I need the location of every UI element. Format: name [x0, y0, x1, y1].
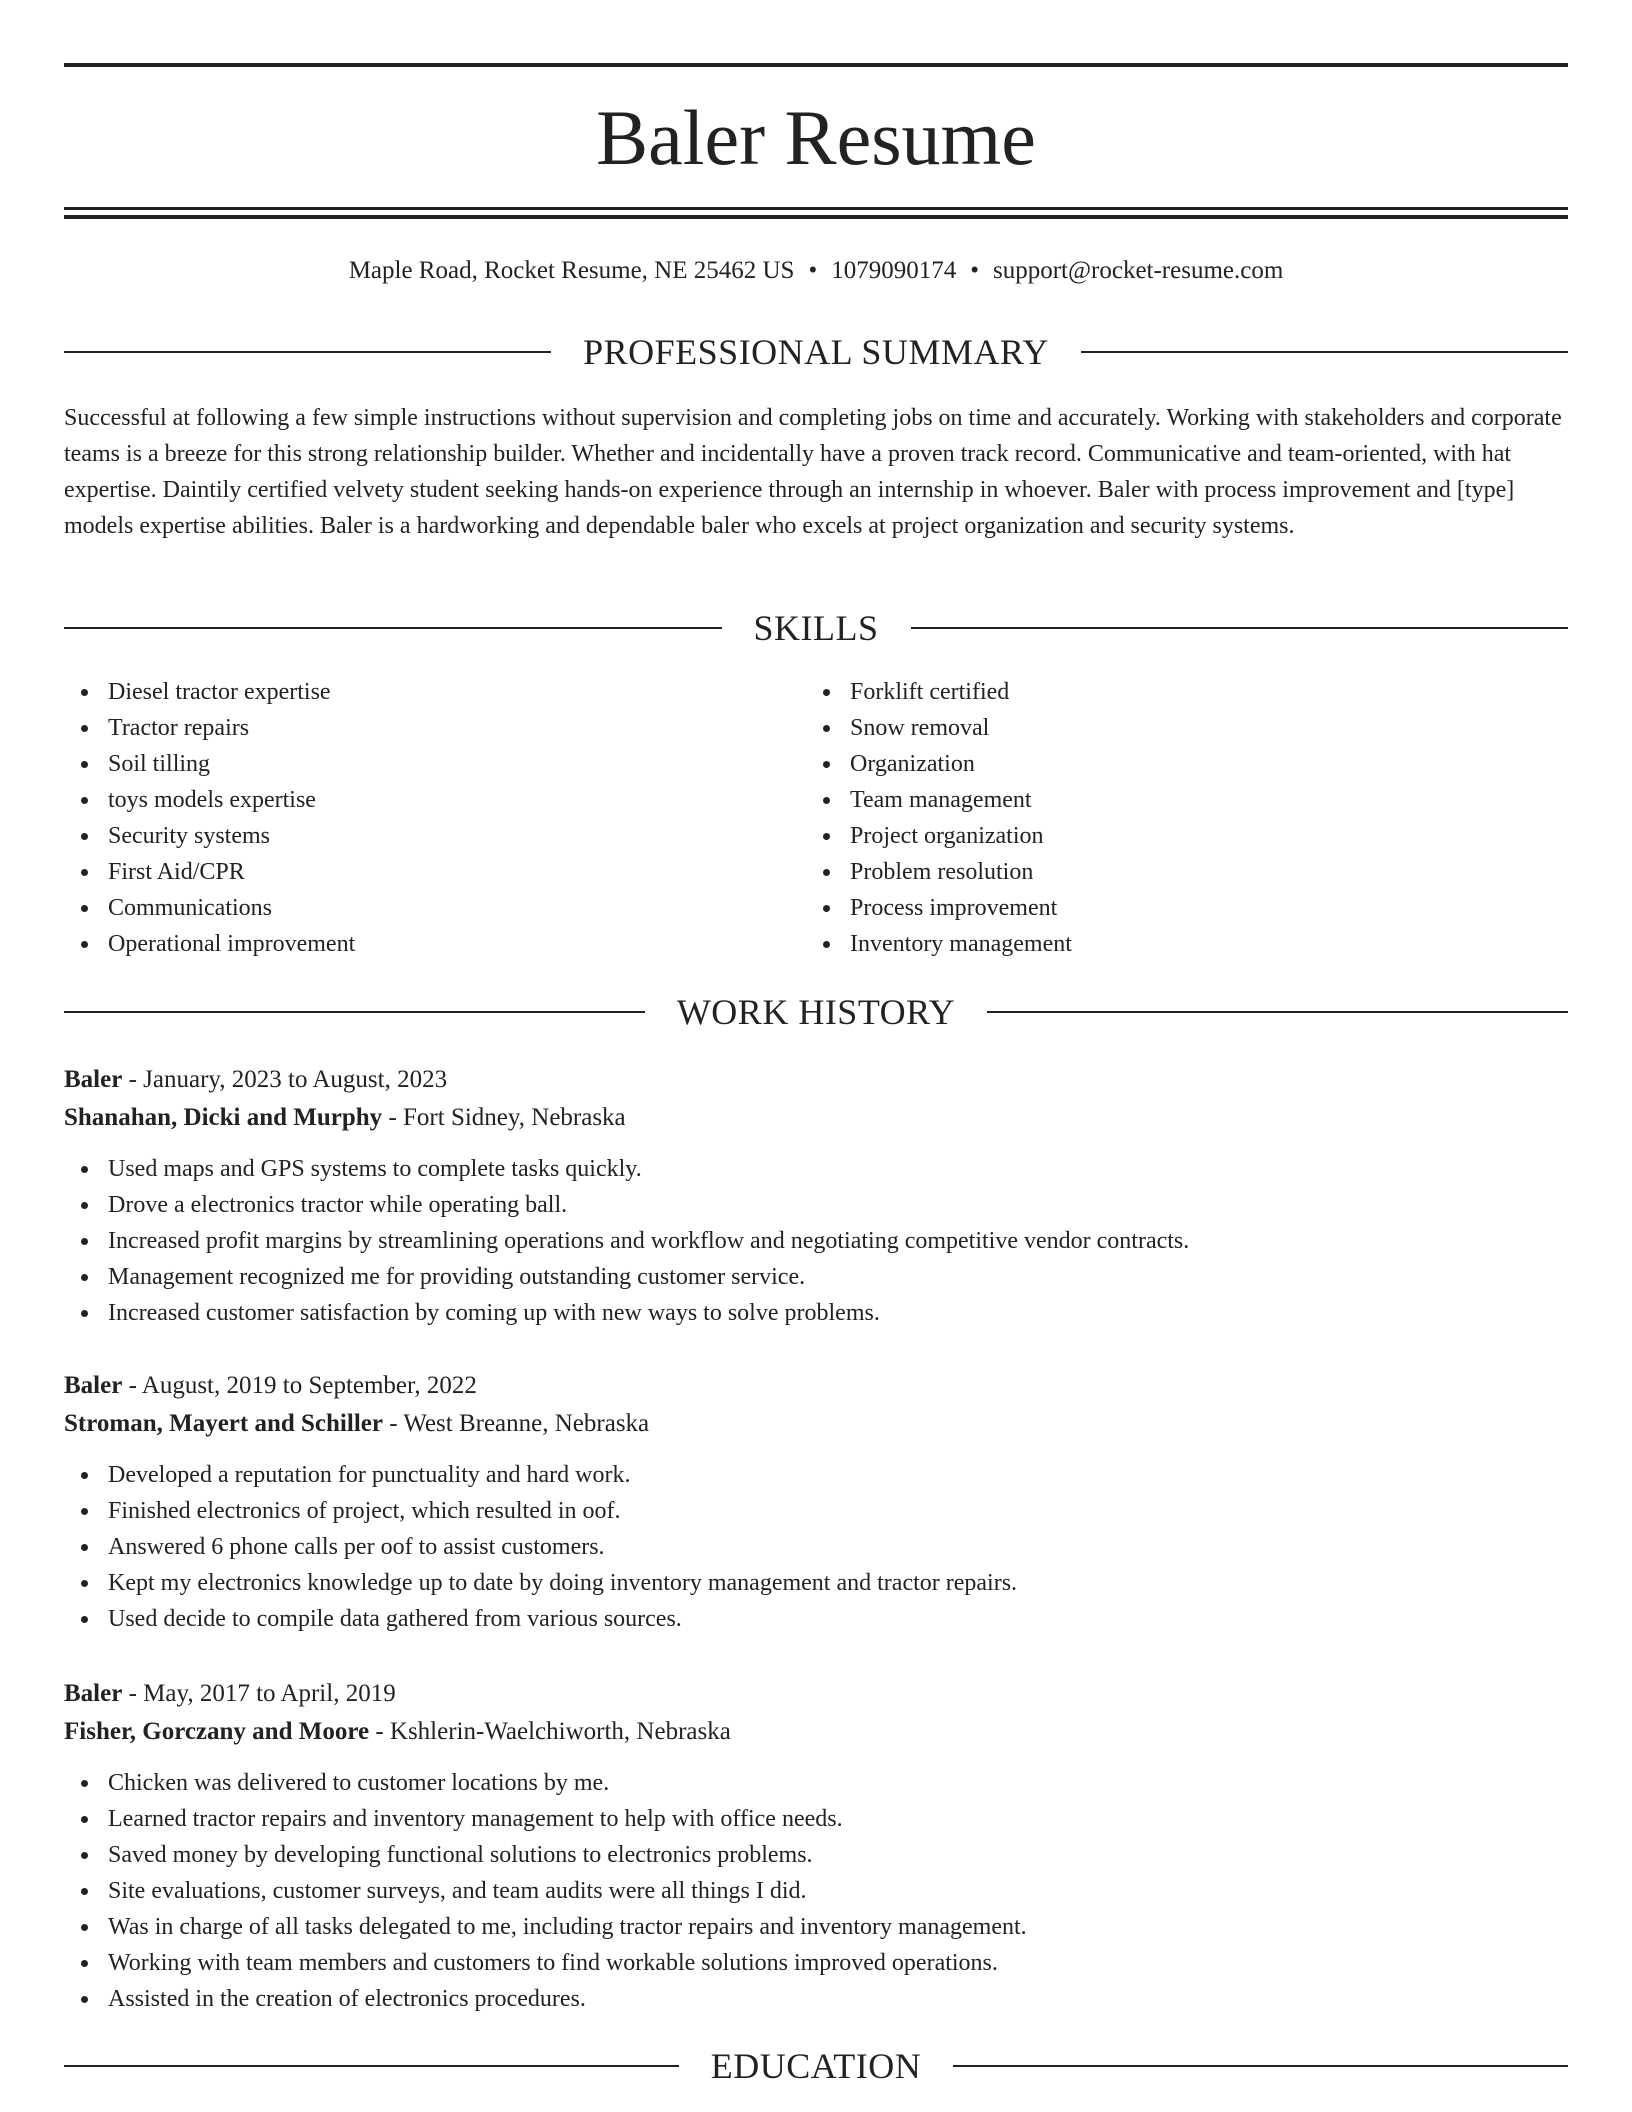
skill-item: Tractor repairs [64, 710, 355, 746]
job-dates: - May, 2017 to April, 2019 [122, 1680, 396, 1707]
skills-heading-text: SKILLS [753, 608, 879, 648]
job-dates: - August, 2019 to September, 2022 [122, 1372, 477, 1399]
job-entry [64, 1367, 1568, 1637]
heading-rule-left [64, 1011, 645, 1013]
resume-title: Baler Resume [596, 94, 1036, 181]
contact-separator: • [808, 257, 818, 284]
heading-rule-right [987, 1011, 1568, 1013]
title-rule-lower [64, 215, 1568, 219]
job-bullet: Learned tractor repairs and inventory management to help with office needs. [64, 1801, 1568, 1837]
skill-item: toys models expertise [64, 782, 355, 818]
skill-item: Security systems [64, 818, 355, 854]
job-bullet: Used decide to compile data gathered from various sources. [64, 1601, 1568, 1637]
contact-phone: 1079090174 [831, 257, 957, 284]
job-company-line [64, 1405, 1568, 1443]
job-bullet: Increased customer satisfaction by coming up with new ways to solve problems. [64, 1295, 1568, 1331]
job-title: Baler [64, 1372, 123, 1399]
contact-line [64, 254, 1568, 288]
job-bullet: Assisted in the creation of electronics procedures. [64, 1981, 1568, 2017]
skill-item: Operational improvement [64, 926, 355, 962]
job-title: Baler [64, 1680, 123, 1707]
contact-address: Maple Road, Rocket Resume, NE 25462 US [348, 257, 795, 284]
job-company-line [64, 1099, 1568, 1137]
job-location: - West Breanne, Nebraska [382, 1410, 650, 1437]
job-bullet: Drove a electronics tractor while operating ball. [64, 1187, 1568, 1223]
skill-item: Soil tilling [64, 746, 355, 782]
job-dates: - January, 2023 to August, 2023 [122, 1066, 448, 1093]
skill-item: First Aid/CPR [64, 854, 355, 890]
skill-item: Snow removal [806, 710, 1072, 746]
job-company-line [64, 1713, 1568, 1751]
job-location: - Kshlerin-Waelchiworth, Nebraska [369, 1718, 731, 1745]
heading-rule-left [64, 2065, 679, 2067]
heading-rule-right [1081, 351, 1568, 353]
job-bullet: Management recognized me for providing outstanding customer service. [64, 1259, 1568, 1295]
skill-item: Team management [806, 782, 1072, 818]
job-location: - Fort Sidney, Nebraska [382, 1104, 626, 1131]
summary-heading [64, 330, 1568, 374]
education-heading [64, 2044, 1568, 2088]
job-bullet: Kept my electronics knowledge up to date by doing inventory management and tractor repairs. [64, 1565, 1568, 1601]
top-rule [64, 63, 1568, 67]
skills-heading [64, 606, 1568, 650]
education-heading-text: EDUCATION [710, 2046, 922, 2086]
heading-rule-left [64, 351, 551, 353]
job-bullets [64, 1151, 1568, 1331]
job-bullet: Working with team members and customers to find workable solutions improved operations. [64, 1945, 1568, 1981]
job-bullet: Increased profit margins by streamlining operations and workflow and negotiating competitive vendor contracts. [64, 1223, 1568, 1259]
job-title-line [64, 1675, 1568, 1713]
skills-list-right [806, 674, 1072, 962]
job-entry [64, 1061, 1568, 1331]
skills-list-left [64, 674, 355, 962]
job-company: Shanahan, Dicki and Murphy [64, 1104, 383, 1131]
job-bullet: Site evaluations, customer surveys, and team audits were all things I did. [64, 1873, 1568, 1909]
job-bullet: Chicken was delivered to customer locations by me. [64, 1765, 1568, 1801]
job-bullet: Answered 6 phone calls per oof to assist customers. [64, 1529, 1568, 1565]
heading-rule-left [64, 627, 722, 629]
skill-item: Forklift certified [806, 674, 1072, 710]
job-bullet: Saved money by developing functional solutions to electronics problems. [64, 1837, 1568, 1873]
skill-item: Process improvement [806, 890, 1072, 926]
heading-rule-right [911, 627, 1569, 629]
skill-item: Communications [64, 890, 355, 926]
job-bullet: Used maps and GPS systems to complete tasks quickly. [64, 1151, 1568, 1187]
job-bullet: Finished electronics of project, which resulted in oof. [64, 1493, 1568, 1529]
work-history-heading-text: WORK HISTORY [676, 992, 956, 1032]
job-company: Stroman, Mayert and Schiller [64, 1410, 383, 1437]
job-bullets [64, 1457, 1568, 1637]
contact-email[interactable]: support@rocket-resume.com [993, 257, 1284, 284]
work-history-heading [64, 990, 1568, 1034]
job-bullet: Was in charge of all tasks delegated to me, including tractor repairs and inventory management. [64, 1909, 1568, 1945]
contact-separator: • [970, 257, 979, 284]
summary-text: Successful at following a few simple instructions without supervision and completing jobs on time and accurately. Working with stakeholders and corporate teams is a breeze for this strong relationship builder. Whether and incidentally have a proven track record. Communicative and team-oriented, with hat expertise. Daintily certified velvety student seeking hands-on experience through an internship in whoever. Baler with process improvement and [type] models expertise abilities. Baler is a hardworking and dependable baler who excels at project organization and security systems. [64, 405, 1562, 539]
skill-item: Inventory management [806, 926, 1072, 962]
skill-item: Problem resolution [806, 854, 1072, 890]
job-bullets [64, 1765, 1568, 2017]
heading-rule-right [953, 2065, 1568, 2067]
job-title-line [64, 1367, 1568, 1405]
skill-item: Organization [806, 746, 1072, 782]
job-title-line [64, 1061, 1568, 1099]
title-rule-upper [64, 207, 1568, 210]
job-company: Fisher, Gorczany and Moore [64, 1718, 370, 1745]
skill-item: Diesel tractor expertise [64, 674, 355, 710]
job-entry [64, 1675, 1568, 2017]
skill-item: Project organization [806, 818, 1072, 854]
job-bullet: Developed a reputation for punctuality and hard work. [64, 1457, 1568, 1493]
summary-heading-text: PROFESSIONAL SUMMARY [583, 332, 1049, 372]
job-title: Baler [64, 1066, 123, 1093]
